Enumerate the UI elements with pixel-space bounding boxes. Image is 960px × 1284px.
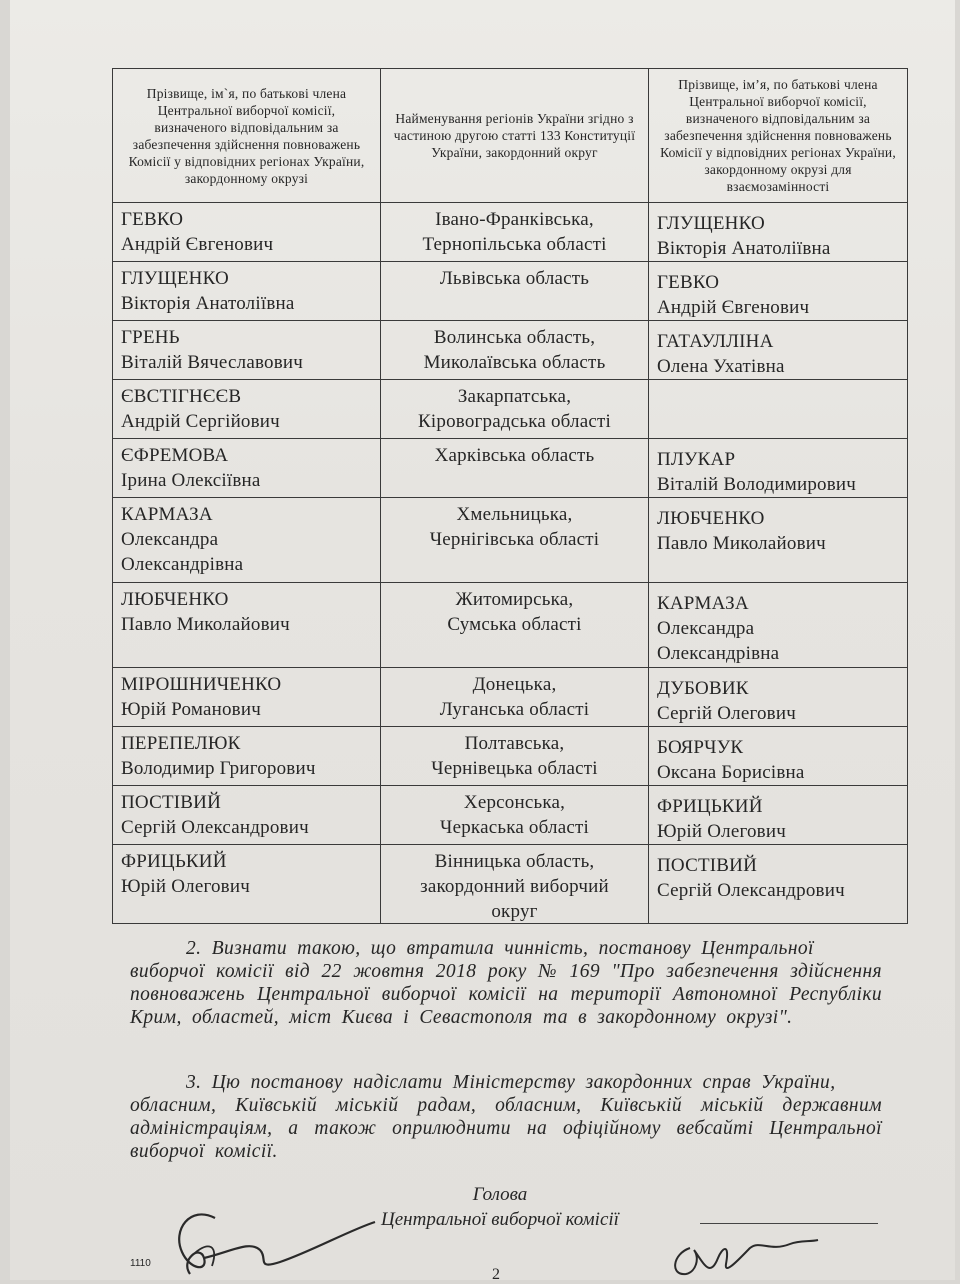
member-given-names: Сергій Олександрович <box>121 817 309 838</box>
responsible-member-cell <box>113 380 381 439</box>
table-row <box>113 380 908 439</box>
member-surname: ЄВСТІГНЄЄВ <box>121 386 242 407</box>
region-line-2: Миколаївська область <box>423 352 606 373</box>
table-row <box>113 786 908 845</box>
responsible-member-cell <box>113 845 381 924</box>
responsible-member-cell <box>113 439 381 498</box>
substitute-given-names: Олександра <box>657 618 755 639</box>
member-surname: КАРМАЗА <box>121 504 213 525</box>
header-regions: Найменування регіонів України згідно з частиною другою статті 133 Конституції України, закордонний округ <box>381 69 649 203</box>
region-line-1: Харківська область <box>434 445 595 466</box>
member-given-names: Павло Миколайович <box>121 614 290 635</box>
region-line-1: Донецька, <box>472 674 557 695</box>
substitute-surname: ПЛУКАР <box>657 449 736 470</box>
table-row <box>113 439 908 498</box>
member-surname: ГРЕНЬ <box>121 327 180 348</box>
substitute-surname: ГЕВКО <box>657 272 720 293</box>
region-line-1: Волинська область, <box>433 327 596 348</box>
region-line-2: Тернопільська області <box>422 234 607 255</box>
header-substitute-member: Прізвище, ім’я, по батькові члена Центральної виборчої комісії, визначеного відповідальним за забезпечення здійснення повноважень Комісії у відповідних регіонах України, закордонному окрузі для взаємозамінності <box>649 69 908 203</box>
table-row <box>113 845 908 924</box>
responsible-member-cell <box>113 583 381 668</box>
substitute-given-names: Вікторія Анатоліївна <box>657 238 831 259</box>
region-line-2: Чернівецька області <box>431 758 598 779</box>
substitute-surname: БОЯРЧУК <box>657 737 744 758</box>
substitute-given-names-2: Олександрівна <box>657 643 780 664</box>
responsible-member-cell <box>113 321 381 380</box>
member-given-names: Володимир Григорович <box>121 758 316 779</box>
table-row <box>113 668 908 727</box>
regions-cell <box>381 321 649 380</box>
member-given-names-2: Олександрівна <box>121 554 244 575</box>
region-line-2: Сумська області <box>447 614 582 635</box>
member-surname: ЛЮБЧЕНКО <box>121 589 229 610</box>
substitute-member-cell <box>649 262 908 321</box>
member-given-names: Олександра <box>121 529 219 550</box>
substitute-member-cell <box>649 439 908 498</box>
region-line-1: Львівська область <box>439 268 590 289</box>
header-responsible-member: Прізвище, ім`я, по батькові члена Центральної виборчої комісії, визначеного відповідальним за забезпечення здійснення повноважень Комісії у відповідних регіонах України, закордонному окрузі <box>113 69 381 203</box>
responsibility-table <box>112 68 908 924</box>
member-surname: ЄФРЕМОВА <box>121 445 229 466</box>
substitute-member-cell <box>649 321 908 380</box>
substitute-surname: ФРИЦЬКИЙ <box>657 796 763 817</box>
responsible-member-cell <box>113 786 381 845</box>
substitute-given-names: Оксана Борисівна <box>657 762 805 783</box>
regions-cell <box>381 380 649 439</box>
regions-cell <box>381 668 649 727</box>
table-row <box>113 321 908 380</box>
member-surname: ГЛУЩЕНКО <box>121 268 229 289</box>
region-line-1: Вінницька область, <box>434 851 595 872</box>
substitute-member-cell <box>649 380 908 439</box>
paragraph-3-body: обласним, Київській міській радам, обласним, Київській міській державним адміністраціям, а також оприлюднити на офіційному вебсайті Центральної виборчої комісії. <box>130 1095 882 1162</box>
member-given-names: Ірина Олексіївна <box>121 470 261 491</box>
table-row <box>113 203 908 262</box>
responsible-member-cell <box>113 203 381 262</box>
substitute-given-names: Сергій Олександрович <box>657 880 845 901</box>
responsible-member-cell <box>113 498 381 583</box>
responsible-member-cell <box>113 668 381 727</box>
responsible-member-cell <box>113 727 381 786</box>
member-surname: ГЕВКО <box>121 209 184 230</box>
paragraph-2-body: виборчої комісії від 22 жовтня 2018 року № 169 "Про забезпечення здійснення повноважень Центральної виборчої комісії на території Автономної Республіки Крим, областей, міст Києва і Севастополя та в закордонному окрузі". <box>130 961 882 1028</box>
responsible-member-cell <box>113 262 381 321</box>
member-given-names: Юрій Олегович <box>121 876 250 897</box>
substitute-member-cell <box>649 583 908 668</box>
region-line-2: Чернігівська області <box>429 529 600 550</box>
member-given-names: Андрій Сергійович <box>121 411 280 432</box>
substitute-surname: ПОСТІВИЙ <box>657 855 757 876</box>
substitute-surname: ГЛУЩЕНКО <box>657 213 765 234</box>
table-row <box>113 262 908 321</box>
regions-cell <box>381 786 649 845</box>
regions-cell <box>381 845 649 924</box>
regions-cell <box>381 262 649 321</box>
substitute-given-names: Павло Миколайович <box>657 533 826 554</box>
member-surname: МІРОШНИЧЕНКО <box>121 674 282 695</box>
table-row <box>113 727 908 786</box>
substitute-given-names: Андрій Євгенович <box>657 297 810 318</box>
substitute-member-cell <box>649 727 908 786</box>
substitute-surname: КАРМАЗА <box>657 593 749 614</box>
member-surname: ПЕРЕПЕЛЮК <box>121 733 241 754</box>
table-row <box>113 498 908 583</box>
paragraph-2 <box>130 937 882 1029</box>
member-given-names: Вікторія Анатоліївна <box>121 293 295 314</box>
region-line-1: Закарпатська, <box>457 386 572 407</box>
regions-cell <box>381 498 649 583</box>
substitute-given-names: Юрій Олегович <box>657 821 786 842</box>
region-line-2: Черкаська області <box>440 817 589 838</box>
substitute-member-cell <box>649 845 908 924</box>
substitute-member-cell <box>649 203 908 262</box>
substitute-surname: ГАТАУЛЛІНА <box>657 331 774 352</box>
region-line-1: Херсонська, <box>463 792 566 813</box>
substitute-member-cell <box>649 786 908 845</box>
substitute-given-names: Сергій Олегович <box>657 703 796 724</box>
handwritten-signature-right <box>660 1218 820 1280</box>
region-line-2: закордонний виборчий <box>420 876 609 897</box>
region-line-1: Хмельницька, <box>456 504 573 525</box>
substitute-member-cell <box>649 668 908 727</box>
substitute-member-cell <box>649 498 908 583</box>
region-line-1: Полтавська, <box>464 733 565 754</box>
member-given-names: Андрій Євгенович <box>121 234 274 255</box>
substitute-given-names: Олена Ухатівна <box>657 356 785 377</box>
signatory-organization: Центральної виборчої комісії <box>381 1209 619 1230</box>
paragraph-3-lead: 3. Цю постанову надіслати Міністерству закордонних справ України, <box>186 1072 836 1093</box>
region-line-3: округ <box>491 901 538 922</box>
paragraph-3 <box>130 1071 882 1163</box>
member-given-names: Юрій Романович <box>121 699 261 720</box>
member-surname: ПОСТІВИЙ <box>121 792 221 813</box>
regions-cell <box>381 203 649 262</box>
regions-cell <box>381 583 649 668</box>
region-line-1: Івано-Франківська, <box>435 209 594 230</box>
region-line-2: Кіровоградська області <box>418 411 611 432</box>
paragraph-2-lead: 2. Визнати такою, що втратила чинність, постанову Центральної <box>186 938 814 959</box>
document-code: 1110 <box>130 1258 151 1269</box>
substitute-surname: ЛЮБЧЕНКО <box>657 508 765 529</box>
regions-cell <box>381 727 649 786</box>
table-row <box>113 583 908 668</box>
region-line-1: Житомирська, <box>455 589 574 610</box>
substitute-surname: ДУБОВИК <box>657 678 749 699</box>
signatory-title: Голова <box>472 1184 528 1205</box>
page-number: 2 <box>492 1266 500 1283</box>
region-line-2: Луганська області <box>439 699 590 720</box>
member-given-names: Віталій Вячеславович <box>121 352 304 373</box>
table-header-row <box>113 69 908 203</box>
member-surname: ФРИЦЬКИЙ <box>121 851 227 872</box>
regions-cell <box>381 439 649 498</box>
handwritten-signature-left <box>160 1200 380 1280</box>
substitute-given-names: Віталій Володимирович <box>657 474 857 495</box>
